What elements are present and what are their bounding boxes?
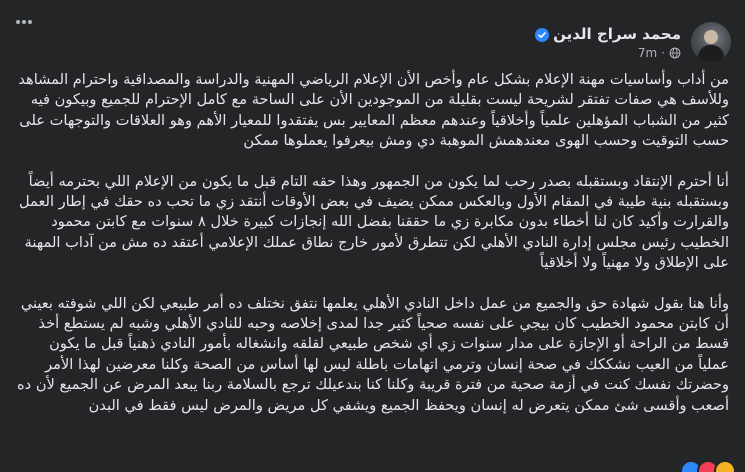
reaction-summary[interactable]: [680, 460, 731, 472]
more-options-icon: [14, 12, 34, 32]
post-body: [16, 70, 729, 436]
author-info: [535, 25, 681, 60]
author-name-link[interactable]: محمد سراج الدين: [553, 24, 681, 43]
haha-reaction-icon: [714, 460, 736, 472]
more-options-button[interactable]: [6, 4, 42, 40]
post-paragraph-1: من أداب وأساسيات مهنة الإعلام بشكل عام وأخص الأن الإعلام الرياضي المهنية والدراسة والمصداقية واحترام المشاهد وللأسف هي صفات تفتقر لشريحة ليست بقليلة من الموجودين الأن على الساحة مع كامل الإحترام للجميع وبيكون فيه كثير من الشباب المؤهلين علمياً وأخلاقياً وعندهم معظم المعايير بس يفتقدوا للمعيار الأهم وهو العلاقات والتوجهات على حسب التوقيت وحسب الهوى معندهمش الموهبة دي ومش بيعرفوا يعملوها ممكن: [18, 71, 729, 150]
post-header: [14, 20, 731, 64]
verified-badge-icon: [535, 27, 549, 41]
author-name-row: [535, 25, 681, 43]
post-meta: [535, 46, 681, 60]
post-footer: [14, 460, 731, 472]
globe-icon[interactable]: [669, 47, 681, 59]
post-timestamp[interactable]: 7m: [637, 45, 658, 60]
post-paragraph-3: وأنا هنا بقول شهادة حق والجميع من عمل داخل النادي الأهلي يعلمها نتفق نختلف ده أمر طبيعي لكن اللي شوفته بعيني أن كابتن محمود الخطيب كان بيجي على نفسه صحياً كثير جدا لمدى إخلاصه وحبه للنادي الأهلي وشبه لم يستطع أخذ قسط من الراحة أو الإجازة على مدار سنوات زي أي شخص طبيعي لقلقه وانشغاله بأمور النادي ذهنياً قبل ما يكون عملياً من العيب نشككك في صحة إنسان وترمي اتهامات باطلة ليس لها أساس من الصحة وكلنا معرضين لهذا الأمر وحضرتك نفسك كنت في أزمة صحية من فترة قريبة وكلنا كنا بندعيلك ترجع بالسلامة ربنا يبعد المرض عن الجميع لأن ده أصعب وأقسى شئ ممكن يتعرض له إنسان ويحفظ الجميع ويشفي كل مريض والمرض ليس فقط في البدن: [17, 294, 729, 414]
post-paragraph-2: أنا أحترم الإنتقاد وبستقبله بصدر رحب لما يكون من الجمهور وهذا حقه التام قبل ما يكون من الإعلام اللي بحترمه أيضاً وبستقبله بنية طيبة في المقام الأول وبالعكس ممكن يضيف في بعض الأوقات أنتقد زي ما تحب ده حقك في إطار العمل والقرارت وأكيد كان لنا أخطاء بدون مكابرة زي ما حققنا بفضل الله إنجازات كبيرة خلال ٨ سنوات مع كابتن محمود الخطيب رئيس مجلس إدارة النادي الأهلي لكن تتطرق لأمور خارج نطاق عملك الإعلامي أعتقد ده مش من آداب المهنة على الإطلاق ولا مهنياً ولا أخلاقياً: [18, 172, 729, 272]
author-avatar[interactable]: [691, 22, 731, 62]
meta-separator: ·: [661, 45, 665, 60]
